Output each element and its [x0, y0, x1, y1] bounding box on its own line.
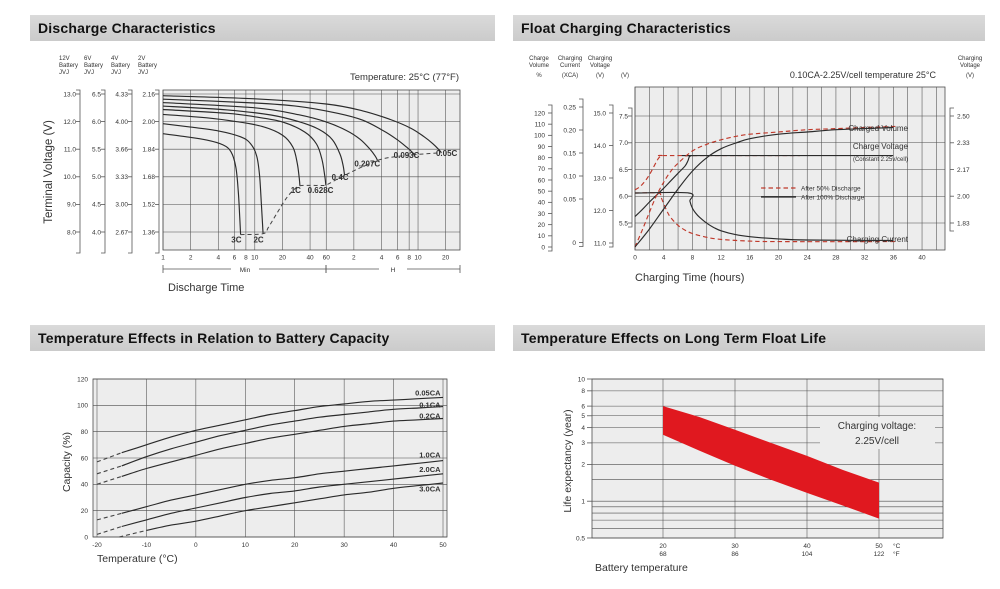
curve-label-0.05CA: 0.05CA: [415, 388, 441, 398]
scale-header: JVJ: [111, 70, 122, 76]
scale-tick-label: 2.16: [142, 91, 155, 99]
capacity-temperature-chart: [30, 365, 495, 585]
scale-bracket: [548, 105, 552, 251]
section-header-float-life: [513, 325, 985, 351]
x-tick-label: 4: [379, 254, 384, 262]
scale-tick-label: 50: [537, 188, 545, 196]
scale-tick-label: 3.33: [115, 174, 128, 182]
x-tick-label: 28: [832, 254, 840, 262]
x-tick-label: 4: [661, 254, 666, 262]
x-unit-label: Min: [239, 266, 251, 274]
scale-header: Battery: [84, 63, 104, 69]
scale-tick-label: 2.17: [957, 166, 970, 174]
scale-bracket: [128, 90, 132, 253]
x-unit-fahrenheit: °F: [893, 551, 900, 558]
x-tick-label: 40: [918, 254, 926, 262]
x-tick-label: 10: [241, 542, 249, 549]
scale-tick-label: 4.00: [115, 118, 128, 126]
curve-label-2C: 2C: [253, 235, 264, 245]
scale-tick-label: 0: [572, 239, 576, 247]
scale-tick-label: 0.25: [563, 104, 576, 112]
section-title: Temperature Effects in Relation to Battery Capacity: [38, 330, 390, 346]
scale-tick-label: 1.83: [957, 220, 970, 228]
scale-tick-label: 2.00: [142, 118, 155, 126]
x-tick-label-celsius: 50: [875, 543, 883, 550]
y-tick-label: 1: [581, 498, 585, 506]
y-tick-label: 60: [80, 455, 88, 463]
y-axis-title: Life expectancy (year): [562, 409, 574, 513]
scale-unit: (V): [621, 73, 629, 79]
y-tick-label: 100: [77, 402, 88, 410]
x-tick-label: 30: [340, 542, 348, 549]
scale-tick-label: 4.0: [91, 229, 101, 237]
plot-area: [635, 87, 945, 250]
scale-header: Voltage: [959, 63, 981, 69]
scale-tick-label: 14.0: [593, 142, 606, 150]
y-tick-label: 8: [581, 388, 585, 396]
x-tick-label: 2: [188, 254, 193, 262]
x-tick-label: 8: [244, 254, 248, 262]
curve-label-0.2CA: 0.2CA: [419, 411, 441, 421]
scale-bracket: [155, 90, 159, 253]
x-tick-label-fahrenheit: 68: [659, 551, 667, 558]
scale-tick-label: 3.66: [115, 146, 128, 154]
quadrant-float-life: [513, 325, 985, 585]
scale-tick-label: 40: [537, 199, 545, 207]
scale-tick-label: 80: [537, 154, 545, 162]
x-tick-label: 8: [407, 254, 411, 262]
scale-unit: %: [536, 73, 542, 79]
scale-tick-label: 1.52: [142, 201, 155, 209]
curve-label-3.0CA: 3.0CA: [419, 484, 441, 494]
scale-tick-label: 10: [537, 233, 545, 241]
x-axis-title: Battery temperature: [595, 562, 688, 574]
scale-tick-label: 10.0: [63, 174, 76, 182]
discharge-chart: [30, 50, 495, 305]
curve-label-0.1CA: 0.1CA: [419, 400, 441, 410]
scale-tick-label: 2.00: [957, 193, 970, 201]
x-tick-label: 16: [746, 254, 754, 262]
x-tick-label: 8: [690, 254, 695, 262]
scale-header: 6V: [84, 56, 92, 62]
scale-header: 2V: [138, 56, 146, 62]
temperature-annotation: Temperature: 25°C (77°F): [350, 72, 459, 83]
curve-label-1.0CA: 1.0CA: [419, 450, 441, 460]
curve-label-0.207C: 0.207C: [354, 159, 381, 169]
float-life-chart: [515, 365, 990, 585]
scale-tick-label: 0.15: [563, 150, 576, 158]
scale-tick-label: 5.0: [91, 174, 101, 182]
charging-voltage-annotation: 2.25V/cell: [855, 436, 899, 447]
x-tick-label: 2: [352, 254, 356, 262]
x-axis-title: Temperature (°C): [97, 553, 178, 565]
scale-tick-label: 4.33: [115, 91, 128, 99]
scale-header: Charging: [957, 56, 983, 62]
y-tick-label: 20: [80, 507, 88, 515]
y-tick-label: 80: [80, 428, 88, 436]
scale-bracket: [609, 105, 613, 247]
scale-header: JVJ: [84, 70, 95, 76]
label-charging-current: Charging Current: [846, 235, 908, 244]
y-tick-label: 120: [77, 376, 88, 384]
x-tick-label: -20: [92, 542, 102, 549]
scale-tick-label: 60: [537, 177, 545, 185]
y-tick-label: 3: [581, 440, 585, 448]
plot-area: [163, 90, 460, 250]
scale-header: Battery: [138, 63, 158, 69]
scale-tick-label: 4.5: [91, 201, 101, 209]
x-tick-label: 32: [861, 254, 869, 262]
scale-tick-label: 6.0: [618, 193, 628, 201]
y-tick-label: 2: [581, 461, 585, 469]
x-tick-label: 20: [442, 254, 450, 262]
curve-label-3C: 3C: [231, 235, 242, 245]
x-tick-label: 12: [717, 254, 725, 262]
x-tick-label-celsius: 20: [659, 543, 667, 550]
scale-tick-label: 9.0: [66, 201, 76, 209]
y-axis-title: Capacity (%): [61, 431, 73, 493]
scale-tick-label: 70: [537, 166, 545, 174]
y-tick-label: 4: [581, 424, 585, 432]
x-tick-label: 10: [251, 254, 259, 262]
scale-tick-label: 5.5: [618, 220, 628, 228]
x-tick-label: 4: [216, 254, 221, 262]
curve-label-2.0CA: 2.0CA: [419, 464, 441, 474]
quadrant-discharge: [30, 15, 495, 305]
x-unit-celsius: °C: [893, 543, 901, 550]
curve-label-0.093C: 0.093C: [393, 150, 420, 160]
scale-tick-label: 7.5: [618, 113, 628, 121]
x-tick-label: 40: [306, 254, 314, 262]
section-title: Discharge Characteristics: [38, 20, 216, 36]
scale-tick-label: 1.84: [142, 146, 155, 154]
scale-tick-label: 6.5: [618, 166, 628, 174]
scale-header: 12V: [59, 56, 70, 62]
section-header-float-charging: [513, 15, 985, 41]
scale-header: Battery: [111, 63, 131, 69]
x-tick-label: 20: [774, 254, 783, 262]
legend-label: After 100% Discharge: [801, 194, 865, 202]
x-tick-label: 50: [439, 542, 447, 549]
x-tick-label: 36: [889, 254, 897, 262]
scale-header: Battery: [59, 63, 79, 69]
scale-tick-label: 15.0: [593, 110, 606, 118]
scale-header: Charging: [557, 56, 583, 62]
scale-header: Charging: [587, 56, 613, 62]
y-tick-label: 6: [581, 403, 585, 411]
scale-tick-label: 0.05: [563, 196, 576, 204]
condition-annotation: 0.10CA-2.25V/cell temperature 25°C: [789, 70, 936, 80]
x-tick-label: 24: [803, 254, 811, 262]
scale-tick-label: 13.0: [63, 91, 76, 99]
x-axis-title: Charging Time (hours): [635, 272, 745, 284]
x-tick-label: 6: [395, 254, 400, 262]
x-tick-label-fahrenheit: 86: [731, 551, 739, 558]
scale-unit: (XCA): [561, 73, 579, 79]
scale-header: JVJ: [138, 70, 149, 76]
scale-header: Volume: [528, 63, 550, 69]
x-tick-label: 0: [633, 254, 637, 262]
x-tick-label: -10: [141, 542, 152, 549]
x-tick-label: 10: [414, 254, 422, 262]
y-tick-label: 0.5: [575, 535, 585, 543]
legend-label: After 50% Discharge: [801, 185, 861, 193]
scale-tick-label: 5.5: [91, 146, 101, 154]
scale-header: Charge: [529, 56, 549, 62]
scale-tick-label: 0.20: [563, 127, 576, 135]
section-header-capacity: [30, 325, 495, 351]
curve-label-1C: 1C: [290, 186, 301, 196]
x-tick-label: 40: [389, 542, 398, 549]
scale-header: Current: [559, 63, 581, 69]
y-axis-title: Terminal Voltage (V): [43, 120, 55, 224]
scale-tick-label: 1.68: [142, 174, 155, 182]
scale-tick-label: 12.0: [593, 207, 606, 215]
scale-tick-label: 0: [541, 244, 545, 252]
curve-label-0.05C: 0.05C: [435, 149, 458, 159]
scale-tick-label: 3.00: [115, 201, 128, 209]
scale-unit: (V): [966, 73, 974, 79]
scale-tick-label: 30: [537, 210, 545, 218]
curve-label-0.4C: 0.4C: [331, 172, 349, 182]
x-tick-label: 1: [161, 254, 165, 262]
curve-label-0.628C: 0.628C: [307, 186, 334, 196]
scale-bracket: [76, 90, 80, 253]
scale-tick-label: 6.5: [91, 91, 101, 99]
y-tick-label: 5: [581, 413, 585, 421]
scale-tick-label: 7.0: [618, 140, 628, 148]
scale-tick-label: 1.36: [142, 229, 155, 237]
x-unit-label: H: [390, 266, 396, 274]
x-tick-label: 20: [278, 254, 287, 262]
x-tick-label-celsius: 40: [803, 543, 811, 550]
y-tick-label: 0: [84, 534, 88, 542]
label-charge-voltage: Charge Voltage: [852, 142, 908, 151]
x-tick-label: 0: [194, 542, 198, 549]
section-title: Temperature Effects on Long Term Float Life: [521, 330, 827, 346]
scale-tick-label: 20: [537, 221, 545, 229]
quadrant-float-charging: [513, 15, 985, 305]
scale-tick-label: 12.0: [63, 118, 76, 126]
scale-tick-label: 11.0: [63, 146, 76, 154]
scale-tick-label: 11.0: [593, 240, 606, 248]
y-tick-label: 10: [577, 376, 585, 384]
scale-tick-label: 2.50: [957, 113, 970, 121]
section-header-discharge: [30, 15, 495, 41]
scale-tick-label: 2.33: [957, 140, 970, 148]
scale-bracket: [628, 108, 632, 227]
label-charged-volume: Charged Volume: [848, 124, 908, 133]
x-tick-label-celsius: 30: [731, 543, 739, 550]
scale-tick-label: 6.0: [91, 118, 101, 126]
section-title: Float Charging Characteristics: [521, 20, 731, 36]
scale-header: Voltage: [589, 63, 611, 69]
scale-tick-label: 90: [537, 143, 545, 151]
scale-tick-label: 0.10: [563, 173, 576, 181]
y-tick-label: 40: [80, 481, 88, 489]
x-tick-label: 20: [291, 542, 299, 549]
x-tick-label-fahrenheit: 122: [873, 551, 885, 558]
scale-header: 4V: [111, 56, 119, 62]
charging-voltage-annotation: Charging voltage:: [837, 421, 917, 432]
x-tick-label: 60: [322, 254, 330, 262]
scale-tick-label: 8.0: [66, 229, 76, 237]
scale-tick-label: 100: [534, 132, 545, 140]
scale-unit: (V): [596, 73, 604, 79]
x-tick-label: 6: [232, 254, 237, 262]
float-charging-chart: [515, 50, 990, 305]
scale-bracket: [579, 99, 583, 247]
scale-tick-label: 110: [534, 121, 545, 129]
quadrant-capacity: [30, 325, 495, 585]
x-axis-title: Discharge Time: [168, 282, 245, 294]
scale-tick-label: 13.0: [593, 175, 606, 183]
scale-header: JVJ: [59, 70, 70, 76]
label-charge-voltage-sub: (Constant 2.25v/cell): [852, 157, 908, 163]
scale-bracket: [101, 90, 105, 253]
x-tick-label-fahrenheit: 104: [801, 551, 813, 558]
scale-tick-label: 2.67: [115, 229, 128, 237]
scale-tick-label: 120: [534, 110, 545, 118]
